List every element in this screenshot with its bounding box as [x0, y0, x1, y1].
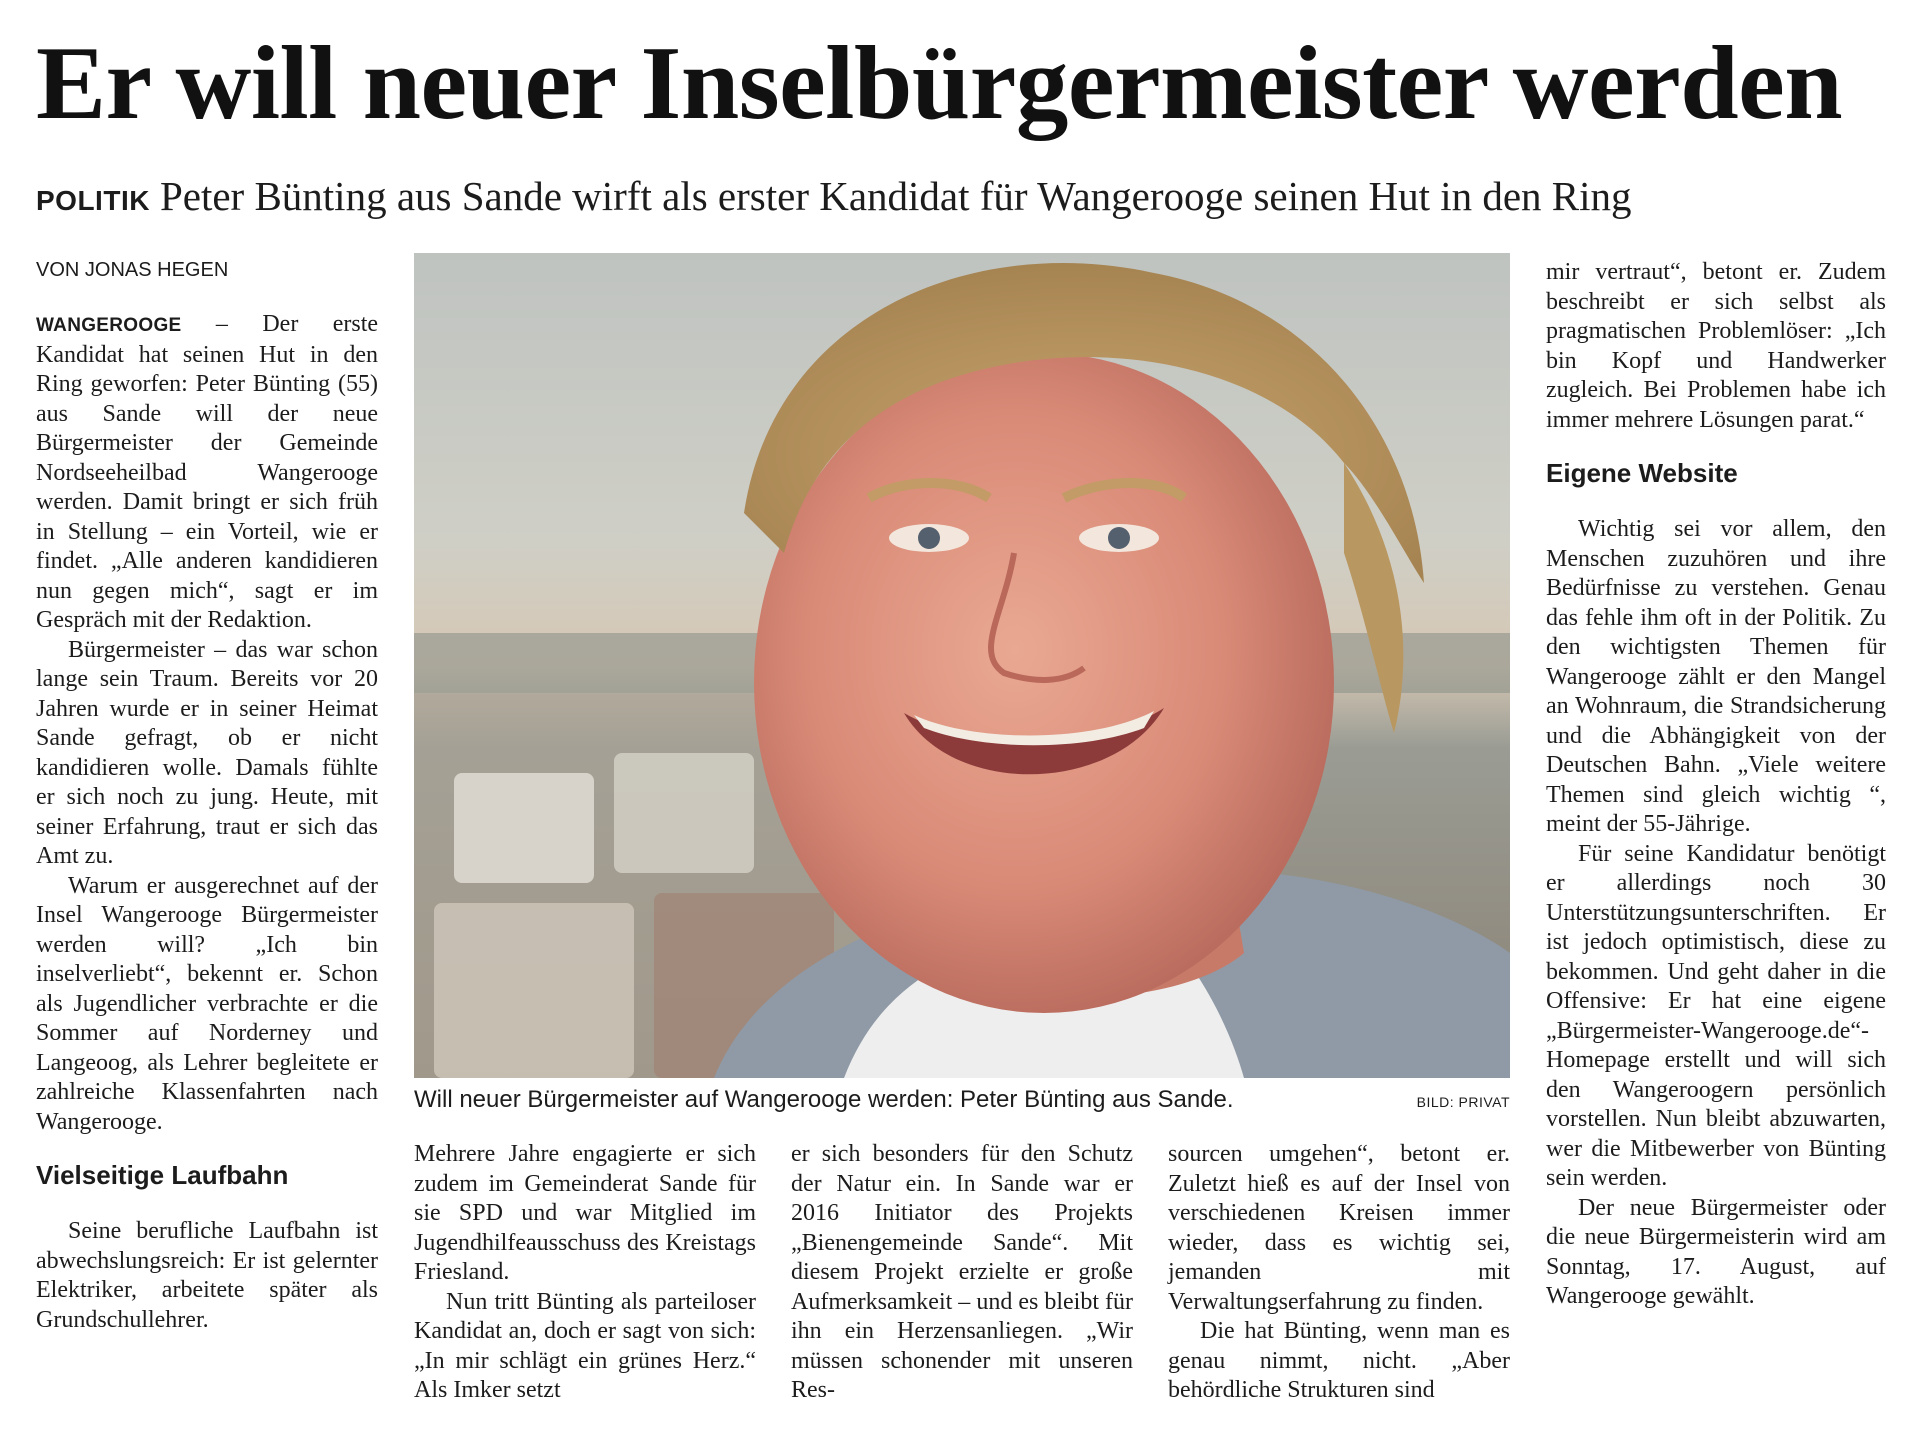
paragraph-3: Warum er ausgerechnet auf der Insel Wangerooge Bürgermeister werden will? „Ich bin inselverliebt“, bekennt er. Schon als Jugendlicher verbrachte er die Sommer auf Norderney und Langeoog, als Lehrer begleitete er zahlreiche Klassenfahrten nach Wangerooge. [36, 872, 378, 1135]
article-column-3 [791, 1140, 1133, 1406]
subheadline [36, 172, 1886, 221]
paragraph-7: er sich besonders für den Schutz der Natur ein. In Sande war er 2016 Initiator des Projekts „Bienengemeinde Sande“. Mit diesem Projekt erzielte er große Aufmerksamkeit – und es bleibt für ihn ein Herzensanliegen. „Wir müssen schonender mit unseren Res- [791, 1141, 1133, 1403]
intro-text: Der erste Kandidat hat seinen Hut in den Ring geworfen: Peter Bünting (55) aus Sande will der neue Bürgermeister der Gemeinde Nordseeheilbad Wangerooge werden. Damit bringt er sich früh in Stellung – ein Vorteil, wie er findet. „Alle anderen kandidieren nun gegen mich“, sagt er im Gespräch mit der Redaktion. [36, 311, 379, 633]
paragraph-4: Seine berufliche Laufbahn ist abwechslungsreich: Er ist gelernter Elektriker, arbeitete später als Grundschullehrer. [36, 1218, 378, 1333]
byline: VON JONAS HEGEN [36, 259, 229, 281]
paragraph-5: Mehrere Jahre engagierte er sich zudem im Gemeinderat Sande für sie SPD und war Mitglied im Jugendhilfeausschuss des Kreistags Friesland. [414, 1141, 756, 1285]
paragraph-12: Für seine Kandidatur benötigt er allerdings noch 30 Unterstützungsunterschriften. Er ist jedoch optimistisch, diese zu bekommen. Und geht daher in die Offensive: Er hat eine eigene „Bürgermeister-Wangerooge.de“-Homepage erstellt und will sich den Wangeroogern persönlich vorstellen. Nun bleibt abzuwarten, wer die Mitbewerber von Bünting sein werden. [1546, 840, 1886, 1191]
article-column-5 [1546, 258, 1886, 1312]
paragraph-6: Nun tritt Bünting als parteiloser Kandidat an, doch er sagt von sich: „In mir schlägt ein grünes Herz.“ Als Imker setzt [414, 1288, 756, 1403]
headline: Er will neuer Inselbürgermeister werden [36, 24, 1843, 141]
section-kicker: POLITIK [36, 185, 150, 216]
portrait-illustration [414, 253, 1510, 1078]
paragraph-10: mir vertraut“, betont er. Zudem beschreibt er sich selbst als pragmatischen Problemlöser: „Ich bin Kopf und Handwerker zugleich. Bei Problemen habe ich immer mehrere Lösungen parat.“ [1546, 259, 1886, 433]
subhead-laufbahn: Vielseitige Laufbahn [36, 1160, 289, 1190]
dateline: WANGEROOGE [36, 315, 182, 336]
photo-caption [414, 1084, 1510, 1118]
subhead-website: Eigene Website [1546, 458, 1738, 488]
paragraph-13: Der neue Bürgermeister oder die neue Bürgermeisterin wird am Sonntag, 17. August, auf Wangerooge gewählt. [1546, 1194, 1886, 1309]
intro-paragraph [36, 310, 378, 636]
article-column-1 [36, 258, 378, 1335]
portrait-photo [414, 253, 1510, 1078]
caption-text: Will neuer Bürgermeister auf Wangerooge werden: Peter Bünting aus Sande. [414, 1086, 1234, 1113]
paragraph-2: Bürgermeister – das war schon lange sein Traum. Bereits vor 20 Jahren wurde er in seiner Heimat Sande gefragt, ob er nicht kandidieren wolle. Damals fühlte er sich noch zu jung. Heute, mit seiner Erfahrung, traut er sich das Amt zu. [36, 636, 378, 869]
paragraph-8: sourcen umgehen“, betont er. Zuletzt hieß es auf der Insel von verschiedenen Kreisen immer wieder, dass es wichtig sei, jemanden mit Verwaltungserfahrung zu finden. [1168, 1141, 1510, 1315]
article-column-4 [1168, 1140, 1510, 1406]
subheadline-text: Peter Bünting aus Sande wirft als erster Kandidat für Wangerooge seinen Hut in den Ring [159, 173, 1632, 219]
photo-credit: BILD: PRIVAT [1416, 1094, 1510, 1110]
paragraph-9: Die hat Bünting, wenn man es genau nimmt, nicht. „Aber behördliche Strukturen sind [1168, 1318, 1510, 1403]
dateline-separator: – [181, 311, 263, 337]
paragraph-11: Wichtig sei vor allem, den Menschen zuzuhören und ihre Bedürfnisse zu verstehen. Genau das fehle ihm oft in der Politik. Zu den wichtigsten Themen für Wangerooge zählt er den Mangel an Wohnraum, die Strandsicherung und die Abhängigkeit von der Deutschen Bahn. „Viele weitere Themen sind gleich wichtig “, meint der 55-Jährige. [1546, 516, 1886, 837]
article-column-2 [414, 1140, 756, 1406]
